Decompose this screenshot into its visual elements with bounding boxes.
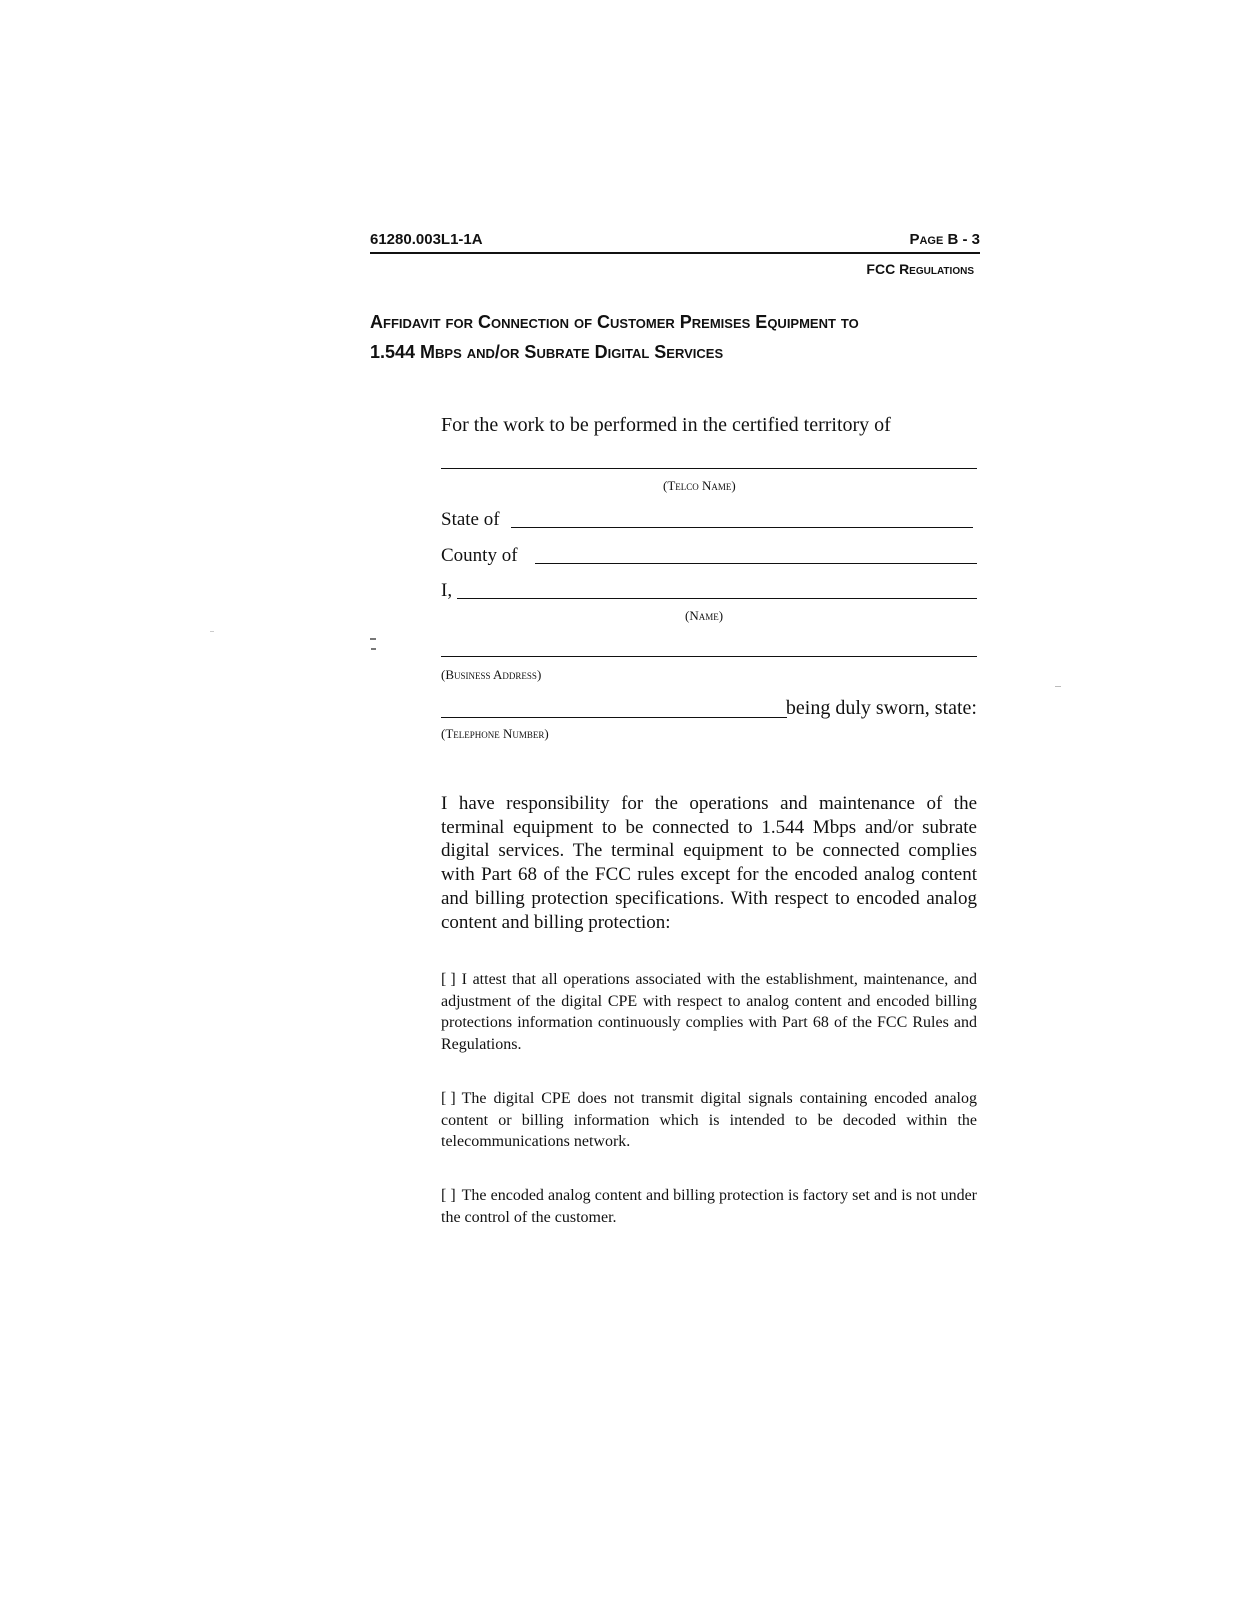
name-line[interactable] bbox=[457, 598, 977, 599]
scan-speck bbox=[1055, 686, 1061, 687]
option-attest-text: I attest that all operations associated with the establishment, maintenance, and adjustment of the digital CPE with respect to analog content and encoded billing protections information continuously complies with Part 68 of the FCC Rules and Regulations. bbox=[441, 971, 977, 1053]
option-no-encoded-signals-checkbox[interactable]: [ ] bbox=[441, 1090, 456, 1107]
page-number: Page B - 3 bbox=[909, 231, 980, 248]
document-id: 61280.003L1-1A bbox=[370, 231, 483, 248]
telephone-number-caption: (Telephone Number) bbox=[441, 726, 549, 741]
telco-name-caption: (Telco Name) bbox=[663, 478, 736, 493]
option-no-encoded-signals bbox=[441, 1088, 977, 1153]
option-factory-set-text: The encoded analog content and billing protection is factory set and is not under the control of the customer. bbox=[441, 1187, 977, 1226]
scan-speck bbox=[210, 631, 214, 632]
option-factory-set-checkbox[interactable]: [ ] bbox=[441, 1187, 456, 1204]
document-title bbox=[370, 307, 990, 367]
option-factory-set bbox=[441, 1185, 977, 1228]
option-attest-checkbox[interactable]: [ ] bbox=[441, 971, 456, 988]
option-no-encoded-signals-text: The digital CPE does not transmit digital signals containing encoded analog content or billing information which is intended to be decoded within the telecommunications network. bbox=[441, 1090, 977, 1150]
title-line-1: Affidavit for Connection of Customer Premises Equipment to bbox=[370, 312, 859, 332]
title-line-2: 1.544 Mbps and/or Subrate Digital Services bbox=[370, 342, 724, 362]
scan-mark bbox=[370, 638, 376, 640]
state-label: State of bbox=[441, 509, 500, 530]
scan-mark bbox=[371, 648, 376, 650]
telco-name-line[interactable] bbox=[441, 468, 977, 469]
county-line[interactable] bbox=[535, 563, 977, 564]
option-attest bbox=[441, 969, 977, 1055]
responsibility-statement: I have responsibility for the operations and maintenance of the terminal equipment to be connected to 1.544 Mbps and/or subrate digital services. The terminal equipment to be connected complies with Part 68 of the FCC rules except for the encoded analog content and billing protection specifications. With respect to encoded analog content and billing protection: bbox=[441, 793, 977, 933]
business-address-line[interactable] bbox=[441, 656, 977, 657]
name-caption: (Name) bbox=[685, 608, 724, 623]
header-row bbox=[370, 230, 980, 254]
sworn-text: being duly sworn, state: bbox=[785, 697, 977, 719]
business-address-caption: (Business Address) bbox=[441, 667, 542, 682]
page-header bbox=[370, 230, 980, 277]
telephone-number-line[interactable] bbox=[441, 717, 787, 718]
state-line[interactable] bbox=[511, 527, 973, 528]
county-label: County of bbox=[441, 545, 518, 566]
intro-text: For the work to be performed in the certified territory of bbox=[441, 414, 891, 436]
i-label: I, bbox=[441, 580, 453, 601]
section-name: FCC Regulations bbox=[866, 261, 974, 277]
